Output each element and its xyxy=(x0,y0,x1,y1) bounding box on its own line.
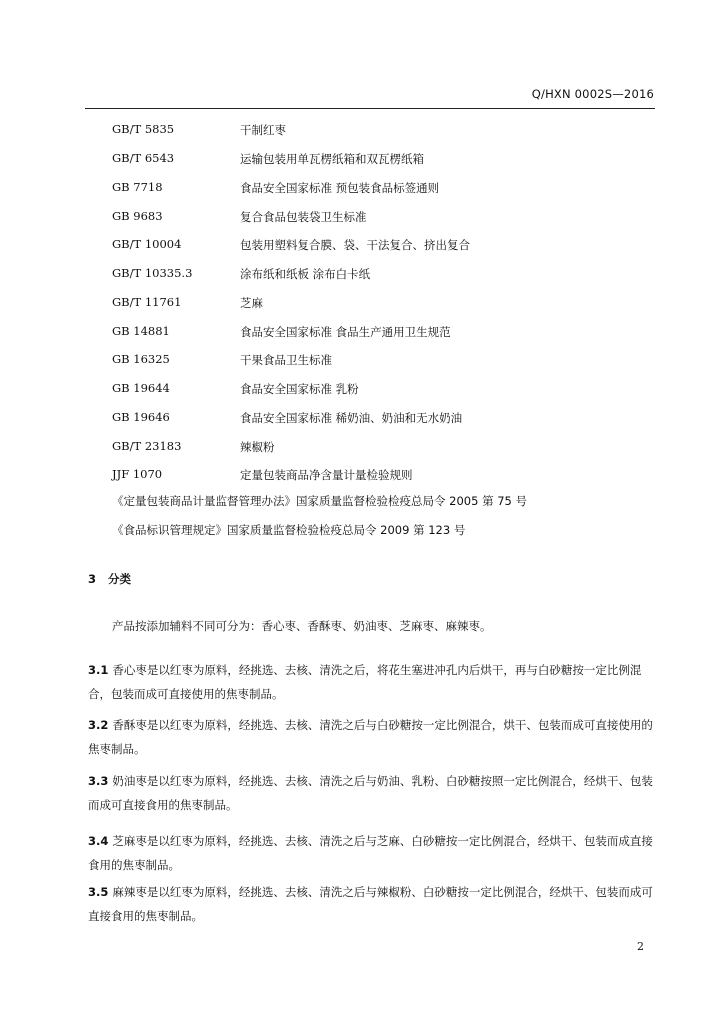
clause xyxy=(88,880,656,928)
clause-text: 奶油枣是以红枣为原料，经挑选、去核、清洗之后与奶油、乳粉、白砂糖按照一定比例混合，经烘干、包装而成可直接食用的焦枣制品。 xyxy=(88,774,653,812)
clause xyxy=(88,658,656,706)
clause-text: 香心枣是以红枣为原料，经挑选、去核、清洗之后，将花生塞进冲孔内后烘干，再与白砂糖按一定比例混合，包装而成可直接使用的焦枣制品。 xyxy=(88,663,642,701)
reference-code: GB/T 11761 xyxy=(112,295,182,309)
reference-title: 包装用塑料复合膜、袋、干法复合、挤出复合 xyxy=(240,238,470,252)
reference-code: GB/T 10335.3 xyxy=(112,266,193,280)
reference-title: 干制红枣 xyxy=(240,123,286,137)
reference-code: GB/T 5835 xyxy=(112,122,175,136)
clause xyxy=(88,769,656,817)
reference-title: 食品安全国家标准 食品生产通用卫生规范 xyxy=(240,325,451,339)
header-code: Q/HXN 0002S—2016 xyxy=(531,87,654,101)
regulation-item: 《定量包装商品计量监督管理办法》国家质量监督检验检疫总局令 2005 第 75 号 xyxy=(112,494,528,508)
reference-title: 食品安全国家标准 稀奶油、奶油和无水奶油 xyxy=(240,411,463,425)
reference-code: GB/T 23183 xyxy=(112,439,182,453)
header-rule xyxy=(85,108,655,109)
reference-code: GB 14881 xyxy=(112,324,170,338)
reference-title: 食品安全国家标准 预包装食品标签通则 xyxy=(240,181,440,195)
reference-title: 干果食品卫生标准 xyxy=(240,353,332,367)
reference-code: GB 19644 xyxy=(112,381,170,395)
reference-code: GB 16325 xyxy=(112,352,170,366)
page-number: 2 xyxy=(637,940,644,953)
regulation-item: 《食品标识管理规定》国家质量监督检验检疫总局令 2009 第 123 号 xyxy=(112,523,466,537)
clause-text: 麻辣枣是以红枣为原料，经挑选、去核、清洗之后与辣椒粉、白砂糖按一定比例混合，经烘干、包装而成可直接食用的焦枣制品。 xyxy=(88,885,653,923)
reference-code: GB 19646 xyxy=(112,410,170,424)
reference-title: 定量包装商品净含量计量检验规则 xyxy=(240,468,413,482)
clause-number: 3.2 xyxy=(88,718,109,732)
clause-number: 3.1 xyxy=(88,663,109,677)
section-number: 3 xyxy=(88,572,97,586)
reference-title: 芝麻 xyxy=(240,296,263,310)
section-title: 分类 xyxy=(108,572,132,586)
section-heading xyxy=(88,571,131,587)
clause xyxy=(88,713,656,761)
reference-code: GB/T 6543 xyxy=(112,151,175,165)
reference-code: GB/T 10004 xyxy=(112,237,182,251)
clause-text: 芝麻枣是以红枣为原料，经挑选、去核、清洗之后与芝麻、白砂糖按一定比例混合，经烘干、包装而成直接食用的焦枣制品。 xyxy=(88,834,653,872)
clause-number: 3.4 xyxy=(88,834,109,848)
section-intro: 产品按添加辅料不同可分为：香心枣、香酥枣、奶油枣、芝麻枣、麻辣枣。 xyxy=(112,619,492,633)
reference-code: GB 9683 xyxy=(112,209,163,223)
reference-title: 辣椒粉 xyxy=(240,440,275,454)
reference-code: JJF 1070 xyxy=(112,467,163,481)
clause-number: 3.5 xyxy=(88,885,109,899)
clause-number: 3.3 xyxy=(88,774,109,788)
reference-title: 涂布纸和纸板 涂布白卡纸 xyxy=(240,267,371,281)
reference-code: GB 7718 xyxy=(112,180,163,194)
reference-title: 食品安全国家标准 乳粉 xyxy=(240,382,359,396)
reference-title: 运输包装用单瓦楞纸箱和双瓦楞纸箱 xyxy=(240,152,424,166)
clause-text: 香酥枣是以红枣为原料，经挑选、去核、清洗之后与白砂糖按一定比例混合，烘干、包装而成可直接使用的焦枣制品。 xyxy=(88,718,653,756)
reference-title: 复合食品包装袋卫生标准 xyxy=(240,210,367,224)
clause xyxy=(88,829,656,877)
